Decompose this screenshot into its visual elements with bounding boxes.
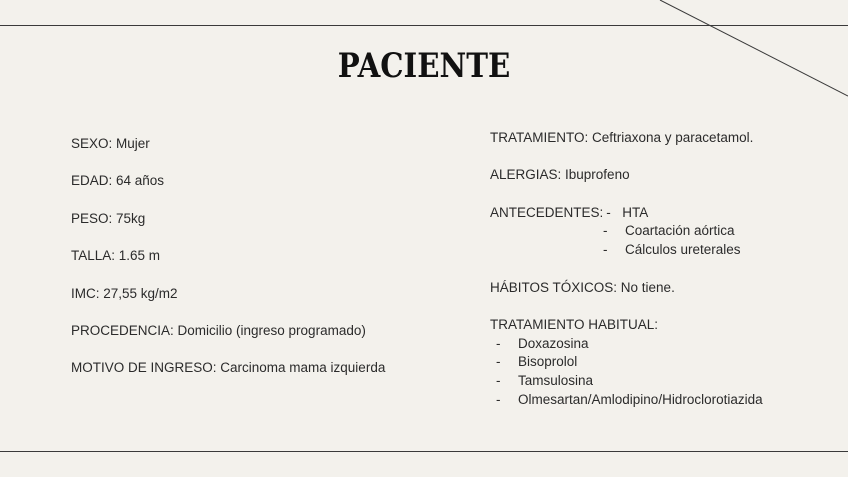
medication-item: Tamsulosina <box>518 372 594 388</box>
procedencia-line: PROCEDENCIA: Domicilio (ingreso programado) <box>71 322 366 338</box>
sexo-line: SEXO: Mujer <box>71 136 150 151</box>
patient-basic-info <box>71 135 471 378</box>
medication-item: Doxazosina <box>518 335 589 351</box>
tratamiento-line: TRATAMIENTO: Ceftriaxona y paracetamol. <box>490 130 754 145</box>
bullet-dash: - <box>603 223 608 239</box>
bullet-dash: - <box>496 391 501 407</box>
antecedentes-header <box>490 204 830 223</box>
antecedente-item: HTA <box>622 204 649 220</box>
medication-row <box>490 335 830 354</box>
imc-line: IMC: 27,55 kg/m2 <box>71 285 178 301</box>
edad-line: EDAD: 64 años <box>71 173 165 189</box>
antecedentes-label: ANTECEDENTES: <box>490 204 604 220</box>
peso-line: PESO: 75kg <box>71 210 146 226</box>
bullet-dash: - <box>496 335 501 351</box>
medication-row <box>490 372 830 391</box>
bullet-dash: - <box>496 354 501 370</box>
bullet-dash: - <box>496 372 501 388</box>
medication-item: Bisoprolol <box>518 354 578 370</box>
medication-item: Olmesartan/Amlodipino/Hidroclorotiazida <box>518 391 763 407</box>
antecedente-item: Cálculos ureterales <box>625 242 741 258</box>
alergias-line: ALERGIAS: Ibuprofeno <box>490 167 630 183</box>
motivo-ingreso-line: MOTIVO DE INGRESO: Carcinoma mama izquierda <box>71 360 386 376</box>
antecedente-item: Coartación aórtica <box>625 223 735 239</box>
talla-line: TALLA: 1.65 m <box>71 248 161 264</box>
habitos-toxicos-line: HÁBITOS TÓXICOS: No tiene. <box>490 279 675 295</box>
slide-title: PACIENTE <box>337 46 511 86</box>
medication-row <box>490 391 830 410</box>
antecedente-row <box>490 241 830 260</box>
bullet-dash: - <box>603 242 608 258</box>
antecedente-row <box>490 222 830 241</box>
bullet-dash: - <box>606 204 611 220</box>
medication-row <box>490 353 830 372</box>
tratamiento-habitual-label: TRATAMIENTO HABITUAL: <box>490 316 659 332</box>
patient-clinical-info <box>490 129 830 409</box>
